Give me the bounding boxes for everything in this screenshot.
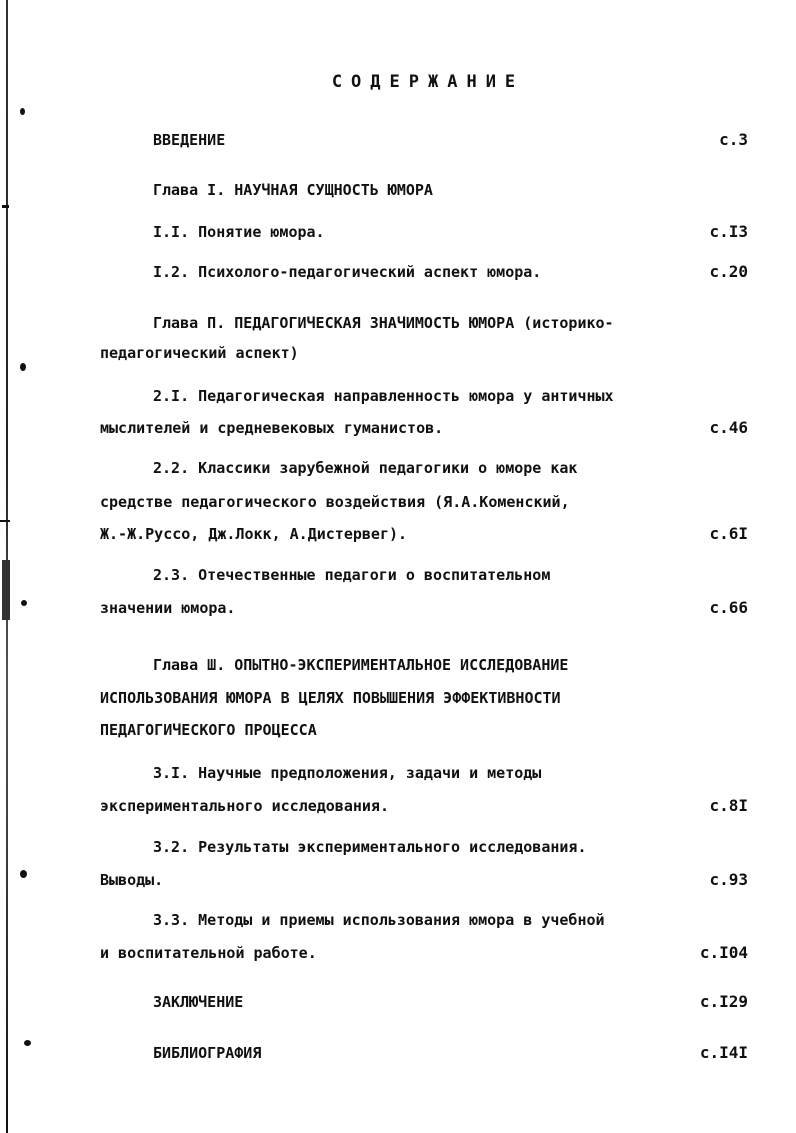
toc-section-2-2-line-3: Ж.-Ж.Руссо, Дж.Локк, А.Дистервег). [100,525,408,543]
toc-chapter-2-line-2: педагогический аспект) [100,344,299,362]
toc-section-2-3-line-1: 2.3. Отечественные педагоги о воспитательном [153,566,551,584]
toc-section-3-2-line-1: 3.2. Результаты экспериментального исследования. [153,838,587,856]
toc-chapter-3-line-2: ИСПОЛЬЗОВАНИЯ ЮМОРА В ЦЕЛЯХ ПОВЫШЕНИЯ ЭФФЕКТИВНОСТИ [100,689,561,707]
toc-section-3-2-page: с.93 [709,870,748,889]
toc-section-2-1-line-1: 2.I. Педагогическая направленность юмора у античных [153,387,614,405]
toc-section-3-3-line-2: и воспитательной работе. [100,944,317,962]
toc-chapter-3-line-3: ПЕДАГОГИЧЕСКОГО ПРОЦЕССА [100,721,317,739]
toc-intro: ВВЕДЕНИЕ [153,131,226,149]
edge-mark [0,520,10,522]
toc-section-1-2-page: с.20 [709,262,748,281]
toc-chapter-1: Глава I. НАУЧНАЯ СУЩНОСТЬ ЮМОРА [153,181,433,199]
toc-section-3-1-page: с.8I [709,796,748,815]
toc-section-1-2: I.2. Психолого-педагогический аспект юмора. [153,263,542,281]
edge-mark [2,205,9,208]
toc-section-3-2-line-2: Выводы. [100,871,164,889]
edge-mark [2,560,10,620]
toc-chapter-3-line-1: Глава Ш. ОПЫТНО-ЭКСПЕРИМЕНТАЛЬНОЕ ИССЛЕДОВАНИЕ [153,656,569,674]
page-title: СОДЕРЖАНИЕ [331,72,525,92]
toc-bibliography-page: с.I4I [699,1043,748,1062]
toc-section-1-1-page: с.I3 [709,222,748,241]
margin-dot [21,600,27,606]
margin-dot [20,870,27,878]
margin-dot [20,108,25,115]
toc-section-1-1: I.I. Понятие юмора. [153,223,325,241]
toc-section-3-1-line-1: 3.I. Научные предположения, задачи и методы [153,764,542,782]
toc-conclusion: ЗАКЛЮЧЕНИЕ [153,993,244,1011]
toc-section-2-3-page: с.66 [709,598,748,617]
toc-intro-page: с.3 [719,130,748,149]
toc-section-3-1-line-2: экспериментального исследования. [100,797,389,815]
toc-section-2-1-line-2: мыслителей и средневековых гуманистов. [100,419,444,437]
toc-section-2-2-line-2: средстве педагогического воздействия (Я.А.Коменский, [100,493,570,511]
toc-conclusion-page: с.I29 [699,992,748,1011]
toc-chapter-2-line-1: Глава П. ПЕДАГОГИЧЕСКАЯ ЗНАЧИМОСТЬ ЮМОРА (историко- [153,314,614,332]
toc-section-2-3-line-2: значении юмора. [100,599,236,617]
toc-section-2-2-line-1: 2.2. Классики зарубежной педагогики о юморе как [153,459,578,477]
toc-section-2-1-page: с.46 [709,418,748,437]
margin-dot [24,1040,31,1046]
toc-section-3-3-page: с.I04 [699,943,748,962]
toc-section-3-3-line-1: 3.3. Методы и приемы использования юмора в учебной [153,911,605,929]
toc-section-2-2-page: с.6I [709,524,748,543]
toc-bibliography: БИБЛИОГРАФИЯ [153,1044,262,1062]
margin-dot [20,363,26,371]
